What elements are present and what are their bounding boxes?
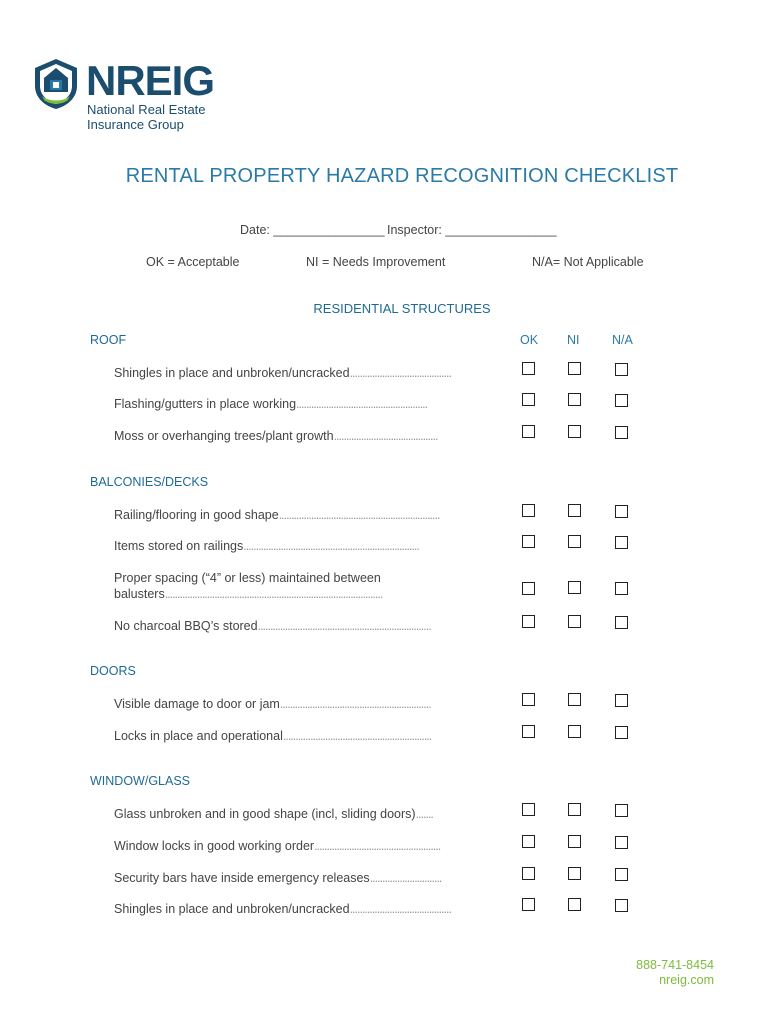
checklist-item: Glass unbroken and in good shape (incl, sliding doors)....... — [114, 807, 433, 821]
checklist-item: Window locks in good working order................................................... — [114, 839, 441, 853]
item-label: Proper spacing (“4” or less) maintained between — [114, 571, 381, 585]
checkbox-ok[interactable] — [522, 504, 535, 517]
checkbox-na[interactable] — [615, 726, 628, 739]
checkbox-ok[interactable] — [522, 835, 535, 848]
checkbox-ni[interactable] — [568, 898, 581, 911]
checklist-item: Security bars have inside emergency releases............................. — [114, 871, 442, 885]
checkbox-ni[interactable] — [568, 425, 581, 438]
checklist-item: Visible damage to door or jam............................................................. — [114, 697, 431, 711]
checkbox-ni[interactable] — [568, 835, 581, 848]
checklist-item: Shingles in place and unbroken/uncracked......................................... — [114, 366, 451, 380]
item-label: Shingles in place and unbroken/uncracked — [114, 366, 350, 380]
checkbox-ok[interactable] — [522, 535, 535, 548]
item-label-continued: balusters — [114, 587, 165, 601]
checkbox-na[interactable] — [615, 868, 628, 881]
checkbox-ni[interactable] — [568, 504, 581, 517]
checklist-item: Items stored on railings....................................................................... — [114, 539, 419, 553]
checkbox-na[interactable] — [615, 582, 628, 595]
column-header-na: N/A — [612, 333, 633, 347]
checklist-item: Shingles in place and unbroken/uncracked......................................... — [114, 902, 451, 916]
checkbox-ok[interactable] — [522, 693, 535, 706]
checkbox-na[interactable] — [615, 694, 628, 707]
footer-phone: 888-741-8454 — [636, 958, 714, 972]
checkbox-na[interactable] — [615, 836, 628, 849]
checkbox-ni[interactable] — [568, 803, 581, 816]
checkbox-ok[interactable] — [522, 898, 535, 911]
checkbox-ok[interactable] — [522, 803, 535, 816]
nreig-logo — [34, 58, 244, 138]
checkbox-ni[interactable] — [568, 725, 581, 738]
item-label: Window locks in good working order — [114, 839, 315, 853]
checklist-item: Moss or overhanging trees/plant growth.......................................... — [114, 429, 438, 443]
footer-contact — [636, 958, 714, 988]
checklist-item: No charcoal BBQ’s stored...................................................................... — [114, 619, 431, 633]
checklist-item: Locks in place and operational............................................................ — [114, 729, 432, 743]
checkbox-ni[interactable] — [568, 535, 581, 548]
checkbox-ni[interactable] — [568, 867, 581, 880]
checkbox-ok[interactable] — [522, 393, 535, 406]
checkbox-na[interactable] — [615, 616, 628, 629]
group-title-roof: ROOF — [90, 333, 127, 347]
checkbox-na[interactable] — [615, 804, 628, 817]
checkbox-na[interactable] — [615, 505, 628, 518]
checklist-item: Proper spacing (“4” or less) maintained between balusters........................................................................................ — [114, 570, 486, 602]
checkbox-na[interactable] — [615, 536, 628, 549]
checklist-item: Flashing/gutters in place working..................................................... — [114, 397, 428, 411]
group-title-doors: DOORS — [90, 664, 136, 678]
legend-na: N/A= Not Applicable — [532, 255, 644, 269]
item-label: Items stored on railings — [114, 539, 244, 553]
checkbox-na[interactable] — [615, 426, 628, 439]
checkbox-na[interactable] — [615, 394, 628, 407]
date-field-label: Date: ________________ — [240, 223, 385, 237]
inspector-field-label: Inspector: ________________ — [387, 223, 557, 237]
legend-ok: OK = Acceptable — [146, 255, 240, 269]
checkbox-ok[interactable] — [522, 362, 535, 375]
checkbox-ok[interactable] — [522, 725, 535, 738]
checkbox-ni[interactable] — [568, 615, 581, 628]
logo-wordmark: NREIG — [86, 57, 215, 104]
item-label: Security bars have inside emergency releases — [114, 871, 370, 885]
column-header-ni: NI — [567, 333, 580, 347]
checkbox-ni[interactable] — [568, 581, 581, 594]
checkbox-ok[interactable] — [522, 867, 535, 880]
item-label: Visible damage to door or jam — [114, 697, 280, 711]
checkbox-ni[interactable] — [568, 393, 581, 406]
group-title-balconies: BALCONIES/DECKS — [90, 475, 209, 489]
item-label: Moss or overhanging trees/plant growth — [114, 429, 334, 443]
logo-subtitle-line2: Insurance Group — [87, 117, 184, 132]
item-label: No charcoal BBQ’s stored — [114, 619, 258, 633]
checkbox-ok[interactable] — [522, 425, 535, 438]
section-title: RESIDENTIAL STRUCTURES — [313, 301, 491, 316]
checkbox-ni[interactable] — [568, 693, 581, 706]
column-header-ok: OK — [520, 333, 539, 347]
logo-subtitle — [87, 102, 206, 132]
checklist-item: Railing/flooring in good shape................................................................. — [114, 508, 440, 522]
checkbox-na[interactable] — [615, 363, 628, 376]
item-label: Flashing/gutters in place working — [114, 397, 297, 411]
logo-subtitle-line1: National Real Estate — [87, 102, 206, 117]
checkbox-ni[interactable] — [568, 362, 581, 375]
shield-house-icon — [34, 58, 78, 110]
page-title: RENTAL PROPERTY HAZARD RECOGNITION CHECKLIST — [125, 165, 679, 187]
item-label: Railing/flooring in good shape — [114, 508, 279, 522]
item-label: Glass unbroken and in good shape (incl, sliding doors) — [114, 807, 416, 821]
item-label: Locks in place and operational — [114, 729, 283, 743]
item-label: Shingles in place and unbroken/uncracked — [114, 902, 350, 916]
legend-ni: NI = Needs Improvement — [306, 255, 446, 269]
group-title-windows: WINDOW/GLASS — [90, 774, 191, 788]
footer-website: nreig.com — [659, 973, 714, 987]
checkbox-na[interactable] — [615, 899, 628, 912]
checkbox-ok[interactable] — [522, 615, 535, 628]
checkbox-ok[interactable] — [522, 582, 535, 595]
